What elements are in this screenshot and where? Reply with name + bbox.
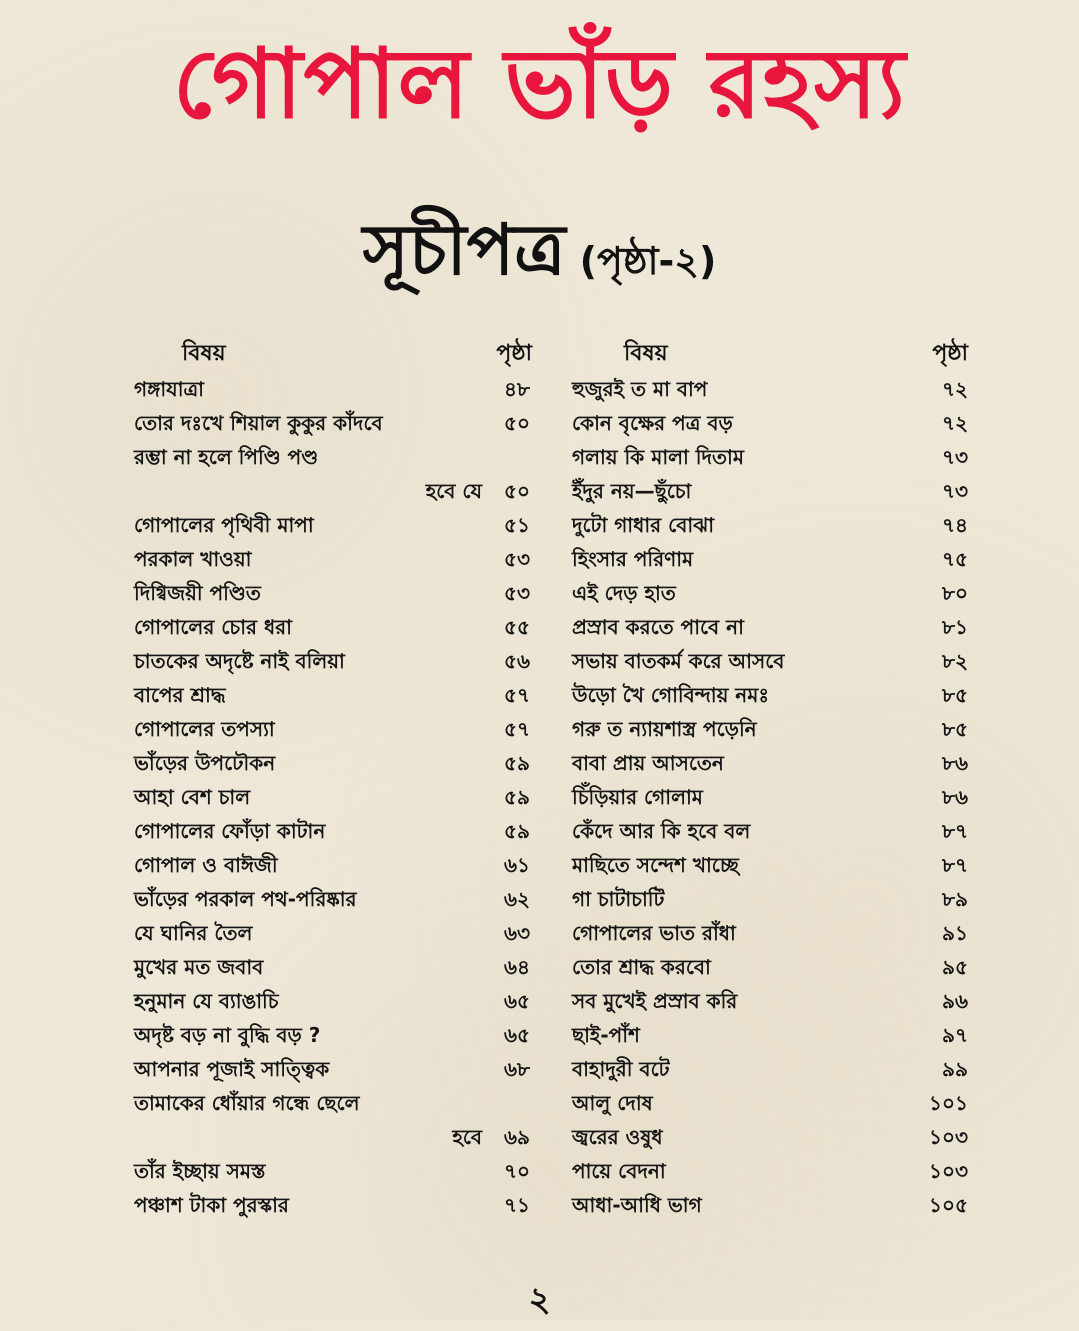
toc-entry <box>572 984 972 1018</box>
toc-entry <box>572 440 972 474</box>
entry-title: আলু দোষ <box>572 1091 653 1115</box>
entry-page: ৮০ <box>942 581 968 605</box>
entry-page: ৮৯ <box>942 887 968 911</box>
entry-page: ৮৬ <box>942 785 968 809</box>
entry-page: ৮৭ <box>942 853 968 877</box>
entry-page: ৭৪ <box>942 513 968 537</box>
toc-entry <box>572 508 972 542</box>
subject-header: বিষয় <box>182 341 226 366</box>
toc-entry <box>572 712 972 746</box>
entry-page: ৯১ <box>942 921 968 945</box>
entry-page: ৫০ <box>504 411 530 435</box>
entry-page: ৬৪ <box>504 955 530 979</box>
toc-entry <box>572 1154 972 1188</box>
toc-entry <box>134 780 536 814</box>
entry-page: ৫৬ <box>504 649 530 673</box>
entry-title: গোপালের তপস্যা <box>134 717 275 741</box>
entry-title: পরকাল খাওয়া <box>134 547 252 571</box>
entry-page: ৮১ <box>942 615 968 639</box>
column-header <box>572 336 972 372</box>
entry-title: দুটো গাধার বোঝা <box>572 513 715 537</box>
entry-page: ৫৯ <box>504 819 530 843</box>
toc-entry <box>134 712 536 746</box>
entry-title: বাহাদুরী বটে <box>572 1057 670 1081</box>
entry-title: কোন বৃক্ষের পত্র বড় <box>572 411 733 435</box>
entry-page: ৯৯ <box>942 1057 968 1081</box>
toc-entry <box>572 746 972 780</box>
toc-rows <box>572 372 972 1222</box>
toc-entry <box>572 576 972 610</box>
entry-page: ১০১ <box>929 1091 968 1115</box>
toc-entry <box>572 882 972 916</box>
entry-page: ৯৭ <box>942 1023 968 1047</box>
entry-page: ৬৫ <box>504 1023 530 1047</box>
toc-entry <box>134 576 536 610</box>
toc-column-right <box>572 336 972 1222</box>
entry-title: উড়ো খৈ গোবিন্দায় নমঃ <box>572 683 770 707</box>
entry-title: হবে <box>452 1125 482 1149</box>
toc-entry <box>134 1188 536 1222</box>
entry-title: সব মুখেই প্রস্রাব করি <box>572 989 738 1013</box>
entry-title: ভাঁড়ের উপঢৌকন <box>134 751 276 775</box>
entry-page: ৫০ <box>504 479 530 503</box>
entry-title: পায়ে বেদনা <box>572 1159 666 1183</box>
entry-title: হুজুরই ত মা বাপ <box>572 377 708 401</box>
toc-entry <box>572 950 972 984</box>
entry-title: রম্ভা না হলে পিণ্ডি পণ্ড <box>134 445 319 469</box>
entry-title: সভায় বাতকর্ম করে আসবে <box>572 649 785 673</box>
toc-entry <box>134 1086 536 1120</box>
entry-page: ৬৯ <box>504 1125 530 1149</box>
entry-page: ৮৫ <box>942 717 968 741</box>
entry-page: ৯৬ <box>942 989 968 1013</box>
entry-title: যে ঘানির তৈল <box>134 921 253 945</box>
entry-title: বাবা প্রায় আসতেন <box>572 751 724 775</box>
toc-entry <box>572 474 972 508</box>
entry-title: তাঁর ইচ্ছায় সমস্ত <box>134 1159 266 1183</box>
toc-entry <box>134 882 536 916</box>
entry-page: ৬১ <box>504 853 530 877</box>
toc-entry <box>572 1086 972 1120</box>
entry-page: ৭০ <box>503 1159 530 1183</box>
toc-entry <box>134 1052 536 1086</box>
toc-entry <box>572 916 972 950</box>
toc-entry <box>134 1120 536 1154</box>
entry-title: গলায় কি মালা দিতাম <box>572 445 744 469</box>
contents-title: সূচীপত্র <box>362 209 566 291</box>
entry-page: ৫৫ <box>504 615 530 639</box>
toc-entry <box>572 1120 972 1154</box>
entry-page: ৬৩ <box>503 921 530 945</box>
entry-title: হনুমান যে ব্যাঙাচি <box>134 989 279 1013</box>
entry-page: ৬২ <box>503 887 530 911</box>
entry-title: গরু ত ন্যায়শাস্ত্র পড়েনি <box>572 717 757 741</box>
entry-page: ১০৫ <box>929 1193 968 1217</box>
entry-page: ৫৭ <box>504 717 530 741</box>
subject-header: বিষয় <box>624 341 668 366</box>
entry-page: ৫১ <box>504 513 530 537</box>
entry-title: মুখের মত জবাব <box>134 955 264 979</box>
entry-title: গোপালের পৃথিবী মাপা <box>134 513 314 537</box>
entry-title: গা চাটাচাটি <box>572 887 665 911</box>
toc-entry <box>134 474 536 508</box>
entry-title: প্রস্রাব করতে পাবে না <box>572 615 744 639</box>
entry-page: ৫৩ <box>504 547 530 571</box>
toc-entry <box>572 644 972 678</box>
entry-page: ৫৭ <box>504 683 530 707</box>
entry-page: ৫৯ <box>504 751 530 775</box>
toc-entry <box>134 678 536 712</box>
entry-title: আধা-আধি ভাগ <box>572 1193 702 1217</box>
entry-title: পঞ্চাশ টাকা পুরস্কার <box>134 1193 289 1217</box>
entry-page: ৬৮ <box>504 1057 530 1081</box>
entry-title: তোর শ্রাদ্ধ করবো <box>572 955 711 979</box>
toc-entry <box>134 950 536 984</box>
entry-title: হিংসার পরিণাম <box>572 547 694 571</box>
entry-page: ৭২ <box>941 377 968 401</box>
entry-title: তামাকের ধোঁয়ার গন্ধে ছেলে <box>134 1091 360 1115</box>
entry-page: ৫৩ <box>504 581 530 605</box>
toc-entry <box>134 848 536 882</box>
entry-title: কেঁদে আর কি হবে বল <box>572 819 751 843</box>
entry-page: ৭৫ <box>942 547 968 571</box>
entry-title: বাপের শ্রাদ্ধ <box>134 683 226 707</box>
toc-entry <box>572 610 972 644</box>
entry-title: মাছিতে সন্দেশ খাচ্ছে <box>572 853 739 877</box>
entry-title: গোপালের চোর ধরা <box>134 615 292 639</box>
entry-title: ইঁদুর নয়—ছুঁচো <box>572 479 692 503</box>
entry-title: চিঁড়িয়ার গোলাম <box>572 785 703 809</box>
toc-entry <box>572 372 972 406</box>
page-header: পৃষ্ঠা <box>932 341 968 366</box>
toc-entry <box>134 1018 536 1052</box>
entry-title: দিগ্বিজয়ী পণ্ডিত <box>134 581 261 605</box>
page-header: পৃষ্ঠা <box>496 341 532 366</box>
toc-entry <box>572 1018 972 1052</box>
toc-column-left <box>134 336 536 1222</box>
entry-title: এই দেড় হাত <box>572 581 676 605</box>
entry-page: ৮৫ <box>942 683 968 707</box>
entry-title: আপনার পূজাই সাত্ত্বিক <box>134 1057 330 1081</box>
entry-title: আহা বেশ চাল <box>134 785 251 809</box>
entry-title: গোপালের ভাত রাঁধা <box>572 921 736 945</box>
toc-entry <box>134 1154 536 1188</box>
entry-title: ভাঁড়ের পরকাল পথ-পরিষ্কার <box>134 887 357 911</box>
toc-entry <box>134 916 536 950</box>
toc-entry <box>572 1188 972 1222</box>
toc-entry <box>134 542 536 576</box>
entry-title: ছাই-পাঁশ <box>572 1023 640 1047</box>
toc-entry <box>134 984 536 1018</box>
entry-page: ৮৭ <box>942 819 968 843</box>
entry-page: ৪৮ <box>504 377 530 401</box>
entry-page: ৮২ <box>942 649 968 673</box>
toc-entry <box>134 644 536 678</box>
toc-entry <box>134 814 536 848</box>
entry-title: হবে যে <box>425 479 482 503</box>
entry-title: গঙ্গাযাত্রা <box>134 377 204 401</box>
toc-entry <box>134 406 536 440</box>
toc-entry <box>134 440 536 474</box>
column-header <box>134 336 536 372</box>
entry-page: ৬৫ <box>504 989 530 1013</box>
toc-entry <box>572 678 972 712</box>
entry-title: চাতকের অদৃষ্টে নাই বলিয়া <box>134 649 345 673</box>
toc-entry <box>572 814 972 848</box>
toc-entry <box>572 1052 972 1086</box>
page-number: ২ <box>528 1280 551 1320</box>
toc-entry <box>134 746 536 780</box>
entry-page: ৭৩ <box>941 445 968 469</box>
entry-title: জ্বরের ওষুধ <box>572 1125 663 1149</box>
book-title: গোপাল ভাঁড় রহস্য <box>172 28 907 140</box>
toc-entry <box>572 542 972 576</box>
entry-page: ৮৬ <box>942 751 968 775</box>
entry-title: তোর দঃখে শিয়াল কুকুর কাঁদবে <box>134 411 383 435</box>
toc-entry <box>134 372 536 406</box>
entry-page: ১০৩ <box>929 1125 968 1149</box>
entry-page: ৫৯ <box>504 785 530 809</box>
entry-page: ১০৩ <box>929 1159 968 1183</box>
section-heading <box>0 196 1079 313</box>
entry-title: অদৃষ্ট বড় না বুদ্ধি বড় ? <box>134 1023 321 1047</box>
toc-entry <box>134 610 536 644</box>
entry-page: ৭৩ <box>941 479 968 503</box>
toc-entry <box>134 508 536 542</box>
entry-page: ৭১ <box>504 1193 530 1217</box>
toc-entry <box>572 406 972 440</box>
entry-page: ৭২ <box>941 411 968 435</box>
entry-title: গোপালের ফোঁড়া কাটান <box>134 819 326 843</box>
toc-entry <box>572 780 972 814</box>
entry-page: ৯৫ <box>942 955 968 979</box>
entry-title: গোপাল ও বাঈজী <box>134 853 278 877</box>
contents-page-label: (পৃষ্ঠা-২) <box>579 239 717 283</box>
toc-rows <box>134 372 536 1222</box>
toc-entry <box>572 848 972 882</box>
